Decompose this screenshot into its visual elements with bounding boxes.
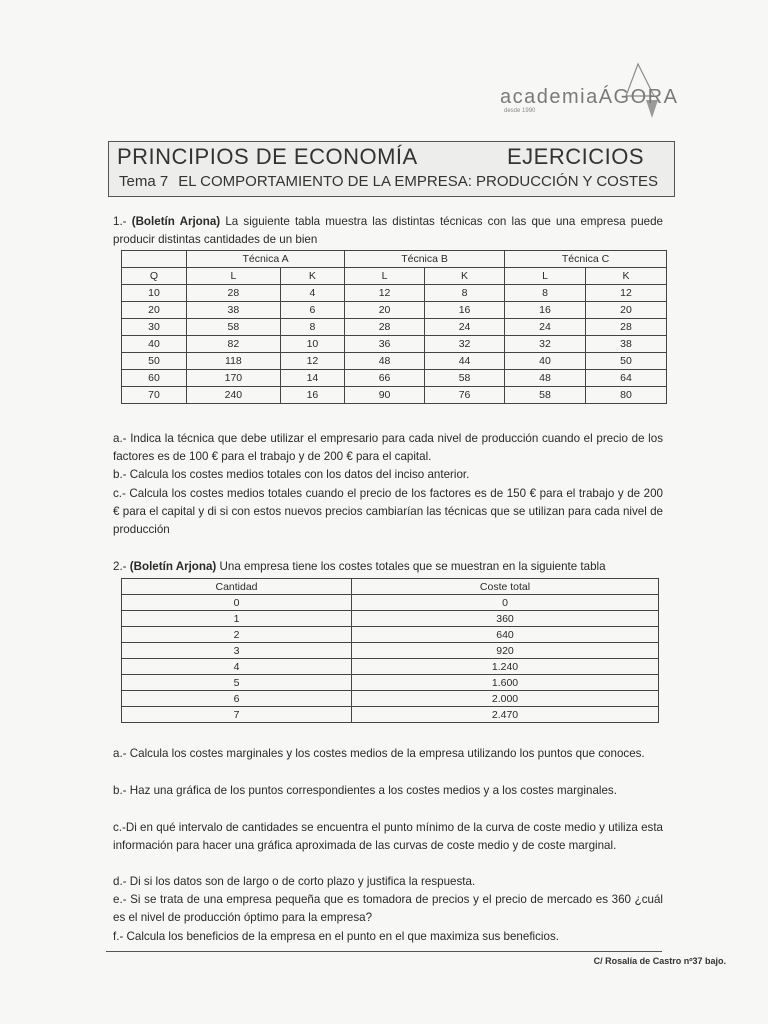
exercise-2-statement — [113, 558, 663, 576]
quantity-cell: 20 — [122, 302, 187, 319]
table-row — [122, 387, 667, 404]
exercise-2-question-a: a.- Calcula los costes marginales y los costes medios de la empresa utilizando los puntos que conoces. — [113, 747, 645, 760]
exercise-2-question-f: f.- Calcula los beneficios de la empresa en el punto en el que maximiza sus beneficios. — [113, 930, 559, 943]
quantity-cell: 30 — [122, 319, 187, 336]
exercise-2-question-e: e.- Si se trata de una empresa pequeña que es tomadora de precios y el precio de mercado es 360 ¿cuál es el nivel de producción óptimo para la empresa? — [113, 893, 663, 924]
table-row — [122, 675, 659, 691]
exercise-1-question-b: b.- Calcula los costes medios totales con los datos del inciso anterior. — [113, 468, 470, 481]
table-row — [122, 595, 659, 611]
logo-since: desde 1990 — [504, 108, 536, 114]
logo-name: academiaÁGORA — [500, 86, 679, 108]
total-cost-cell: 2.000 — [352, 691, 659, 707]
table-cell: 4 — [280, 285, 344, 302]
exercise-1-statement — [113, 213, 663, 249]
quantity-cell: 7 — [122, 707, 352, 723]
exercise-1-number: 1.- — [113, 215, 127, 228]
quantity-cell: 40 — [122, 336, 187, 353]
quantity-cell: 6 — [122, 691, 352, 707]
table-cell: 40 — [505, 353, 586, 370]
table-row — [122, 691, 659, 707]
quantity-cell: 5 — [122, 675, 352, 691]
table-row — [122, 370, 667, 387]
table-cell: 38 — [187, 302, 281, 319]
table-cell: 12 — [280, 353, 344, 370]
table-cell: 20 — [345, 302, 425, 319]
table-cell: 16 — [280, 387, 344, 404]
table-cell: 76 — [425, 387, 505, 404]
exercise-2-number: 2.- — [113, 560, 127, 573]
table-cell: 36 — [345, 336, 425, 353]
column-header: K — [585, 268, 666, 285]
table-cell: 8 — [505, 285, 586, 302]
quantity-cell: 0 — [122, 595, 352, 611]
table-cell: 12 — [585, 285, 666, 302]
column-header: L — [345, 268, 425, 285]
table-cell: 16 — [505, 302, 586, 319]
table-row — [122, 659, 659, 675]
costs-table — [121, 578, 659, 723]
table-cell: 170 — [187, 370, 281, 387]
footer-divider — [106, 951, 662, 952]
column-header: Cantidad — [122, 579, 352, 595]
header-box — [108, 141, 675, 197]
table-cell: 38 — [585, 336, 666, 353]
exercise-2-question-d: d.- Di si los datos son de largo o de corto plazo y justifica la respuesta. — [113, 875, 476, 888]
column-header: Q — [122, 268, 187, 285]
table-cell: 48 — [505, 370, 586, 387]
table-cell: 20 — [585, 302, 666, 319]
table-cell: 50 — [585, 353, 666, 370]
academia-agora-logo — [496, 62, 679, 122]
techniques-table — [121, 250, 667, 404]
quantity-cell: 70 — [122, 387, 187, 404]
total-cost-cell: 2.470 — [352, 707, 659, 723]
table-row — [122, 302, 667, 319]
table-cell: 24 — [505, 319, 586, 336]
table-cell: 58 — [187, 319, 281, 336]
exercise-1-question-c: c.- Calcula los costes medios totales cuando el precio de los factores es de 150 € para el trabajo y de 200 € para el capital y di si con estos nuevos precios cambiarían las técnicas que se utilizan para cada nivel de producción — [113, 487, 663, 536]
total-cost-cell: 360 — [352, 611, 659, 627]
table-cell: 66 — [345, 370, 425, 387]
table-row — [122, 611, 659, 627]
quantity-cell: 50 — [122, 353, 187, 370]
exercise-1-source: (Boletín Arjona) — [131, 215, 221, 228]
topic-line — [119, 173, 658, 190]
table-cell: 14 — [280, 370, 344, 387]
technique-header: Técnica C — [505, 251, 667, 268]
total-cost-cell: 920 — [352, 643, 659, 659]
quantity-cell: 2 — [122, 627, 352, 643]
table-cell: 8 — [425, 285, 505, 302]
table-cell: 80 — [585, 387, 666, 404]
table-subheader-row — [122, 268, 667, 285]
table-cell: 16 — [425, 302, 505, 319]
table-cell: 32 — [505, 336, 586, 353]
column-header: L — [505, 268, 586, 285]
table-cell: 58 — [425, 370, 505, 387]
exercise-2-question-c: c.-Di en qué intervalo de cantidades se encuentra el punto mínimo de la curva de coste medio y utiliza esta información para hacer una gráfica aproximada de las curvas de coste medio y de coste marginal. — [113, 821, 663, 852]
table-cell: 10 — [280, 336, 344, 353]
table-cell: 82 — [187, 336, 281, 353]
exercise-1-text: La siguiente tabla muestra las distintas técnicas con las que una empresa puede producir distintas cantidades de un bien — [113, 215, 663, 246]
footer-address: C/ Rosalía de Castro nº37 bajo. — [593, 956, 726, 966]
column-header: L — [187, 268, 281, 285]
table-cell: 48 — [345, 353, 425, 370]
table-row — [122, 627, 659, 643]
column-header: K — [280, 268, 344, 285]
technique-header: Técnica A — [187, 251, 345, 268]
table-cell: 240 — [187, 387, 281, 404]
exercise-2-source: (Boletín Arjona) — [129, 560, 217, 573]
table-cell: 44 — [425, 353, 505, 370]
total-cost-cell: 0 — [352, 595, 659, 611]
table-cell: 8 — [280, 319, 344, 336]
technique-header: Técnica B — [345, 251, 505, 268]
table-cell: 24 — [425, 319, 505, 336]
exercise-2-text: Una empresa tiene los costes totales que se muestran en la siguiente tabla — [219, 560, 606, 573]
total-cost-cell: 1.240 — [352, 659, 659, 675]
table-cell: 118 — [187, 353, 281, 370]
table-cell: 64 — [585, 370, 666, 387]
table-cell: 6 — [280, 302, 344, 319]
column-header: Coste total — [352, 579, 659, 595]
table-header-row — [122, 251, 667, 268]
quantity-cell: 3 — [122, 643, 352, 659]
quantity-cell: 1 — [122, 611, 352, 627]
table-row — [122, 707, 659, 723]
exercise-1-question-a: a.- Indica la técnica que debe utilizar el empresario para cada nivel de producción cuando el precio de los factores es de 100 € para el trabajo y de 200 € para el capital. — [113, 432, 663, 463]
quantity-cell: 4 — [122, 659, 352, 675]
table-cell: 12 — [345, 285, 425, 302]
exercises-title: EJERCICIOS — [506, 144, 644, 169]
quantity-cell: 10 — [122, 285, 187, 302]
table-row — [122, 336, 667, 353]
total-cost-cell: 1.600 — [352, 675, 659, 691]
topic-number: Tema 7 — [119, 173, 169, 190]
table-row — [122, 285, 667, 302]
table-cell: 28 — [345, 319, 425, 336]
table-cell: 58 — [505, 387, 586, 404]
column-header: K — [425, 268, 505, 285]
table-row — [122, 643, 659, 659]
table-row — [122, 319, 667, 336]
table-cell: 32 — [425, 336, 505, 353]
table-row — [122, 353, 667, 370]
table-cell: 28 — [187, 285, 281, 302]
exercise-2-question-b: b.- Haz una gráfica de los puntos correspondientes a los costes medios y a los costes marginales. — [113, 784, 617, 797]
topic-title: EL COMPORTAMIENTO DE LA EMPRESA: PRODUCCIÓN Y COSTES — [178, 173, 659, 190]
table-cell: 28 — [585, 319, 666, 336]
table-header-row — [122, 579, 659, 595]
course-title: PRINCIPIOS DE ECONOMÍA — [117, 144, 418, 169]
quantity-cell: 60 — [122, 370, 187, 387]
total-cost-cell: 640 — [352, 627, 659, 643]
table-cell: 90 — [345, 387, 425, 404]
